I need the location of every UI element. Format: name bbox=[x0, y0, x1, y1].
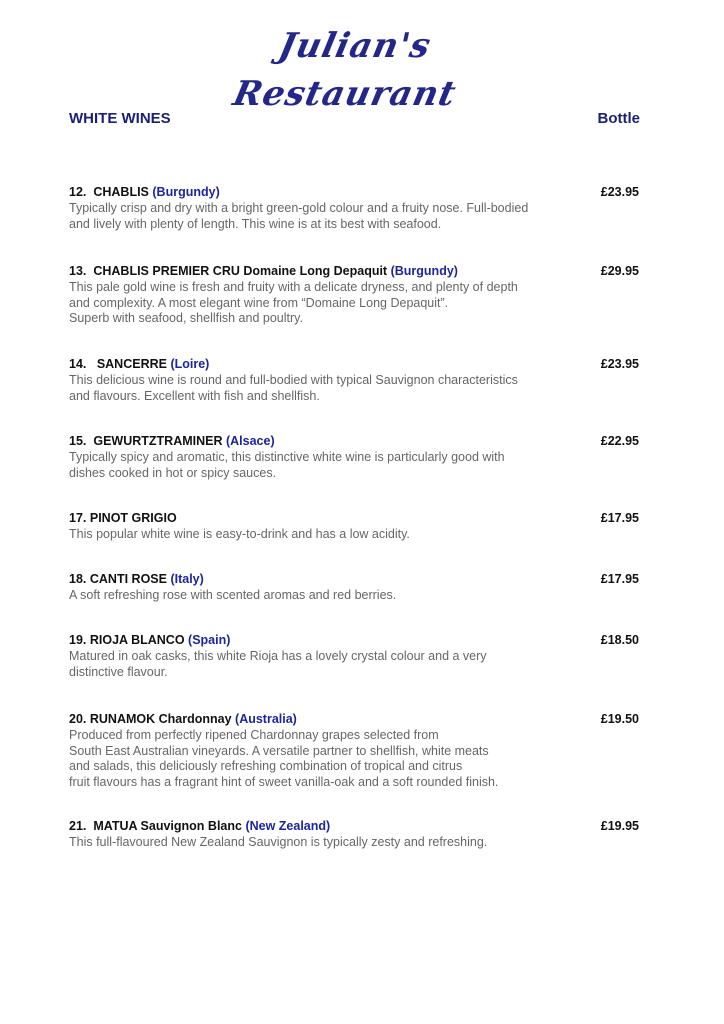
wine-region: (Loire) bbox=[170, 357, 210, 371]
wine-item-sancerre bbox=[69, 356, 639, 404]
wine-name: RUNAMOK Chardonnay bbox=[89, 712, 232, 726]
wine-price: £19.50 bbox=[600, 712, 639, 726]
wine-description: Produced from perfectly ripened Chardonnay grapes selected from South East Australian vineyards. A versatile partner to shellfish, white meats and salads, this deliciously refreshing combination of tropical and citrus fruit flavours has a fragrant hint of sweet vanilla-oak and a soft rounded finish. bbox=[69, 728, 499, 789]
bottle-column-header: Bottle bbox=[597, 110, 640, 127]
wine-title bbox=[69, 184, 639, 201]
wine-region: (New Zealand) bbox=[245, 819, 331, 833]
wine-description: This full-flavoured New Zealand Sauvignon is typically zesty and refreshing. bbox=[69, 835, 488, 849]
wine-name: CANTI ROSE bbox=[89, 572, 167, 586]
wine-number: 21. bbox=[69, 819, 87, 833]
wine-item-chablis-premier-cru bbox=[69, 263, 639, 327]
wine-title bbox=[69, 818, 639, 835]
wine-price: £17.95 bbox=[600, 511, 639, 525]
wine-price: £23.95 bbox=[600, 185, 639, 199]
wine-item-rioja-blanco bbox=[69, 632, 639, 680]
wine-description: Matured in oak casks, this white Rioja has a lovely crystal colour and a very distinctive flavour. bbox=[69, 649, 487, 679]
wine-item-chablis bbox=[69, 184, 639, 232]
wine-number: 18. bbox=[69, 572, 87, 586]
wine-description: A soft refreshing rose with scented aromas and red berries. bbox=[69, 588, 397, 602]
wine-number: 19. bbox=[69, 633, 87, 647]
wine-title bbox=[69, 571, 639, 588]
restaurant-logo: Julian's Restaurant bbox=[229, 26, 460, 114]
wine-description: Typically crisp and dry with a bright green-gold colour and a fruity nose. Full-bodied and lively with plenty of length. This wine is at its best with seafood. bbox=[69, 201, 529, 231]
wine-number: 13. bbox=[69, 264, 87, 278]
wine-description: This delicious wine is round and full-bodied with typical Sauvignon characteristics and flavours. Excellent with fish and shellfish. bbox=[69, 373, 518, 403]
wine-name: MATUA Sauvignon Blanc bbox=[93, 819, 242, 833]
wine-name: CHABLIS bbox=[93, 185, 149, 199]
wine-number: 12. bbox=[69, 185, 87, 199]
wine-item-gewurztraminer bbox=[69, 433, 639, 481]
wine-region: (Burgundy) bbox=[152, 185, 220, 199]
wine-region: (Burgundy) bbox=[390, 264, 458, 278]
wine-description: Typically spicy and aromatic, this distinctive white wine is particularly good with dishes cooked in hot or spicy sauces. bbox=[69, 450, 505, 480]
wine-item-matua bbox=[69, 818, 639, 851]
wine-region: (Australia) bbox=[235, 712, 297, 726]
wine-price: £22.95 bbox=[600, 434, 639, 448]
wine-title bbox=[69, 263, 639, 280]
wine-price: £17.95 bbox=[600, 572, 639, 586]
wine-title bbox=[69, 632, 639, 649]
wine-name: RIOJA BLANCO bbox=[89, 633, 185, 647]
wine-description: This pale gold wine is fresh and fruity with a delicate dryness, and plenty of depth and complexity. A most elegant wine from “Domaine Long Depaquit”. Superb with seafood, shellfish and poultry. bbox=[69, 280, 518, 325]
wine-name: CHABLIS PREMIER CRU Domaine Long Depaquit bbox=[93, 264, 388, 278]
wine-region: (Alsace) bbox=[225, 434, 275, 448]
wine-item-canti-rose bbox=[69, 571, 639, 604]
wine-price: £19.95 bbox=[600, 819, 639, 833]
wine-title bbox=[69, 356, 639, 373]
wine-name: PINOT GRIGIO bbox=[89, 511, 177, 525]
wine-description: This popular white wine is easy-to-drink and has a low acidity. bbox=[69, 527, 410, 541]
wine-price: £18.50 bbox=[600, 633, 639, 647]
wine-title bbox=[69, 510, 639, 527]
wine-number: 14. bbox=[69, 357, 87, 371]
wine-name: SANCERRE bbox=[96, 357, 167, 371]
wine-item-pinot-grigio bbox=[69, 510, 639, 543]
section-title: WHITE WINES bbox=[69, 110, 171, 127]
wine-price: £29.95 bbox=[600, 264, 639, 278]
wine-number: 17. bbox=[69, 511, 87, 525]
wine-title bbox=[69, 711, 639, 728]
wine-price: £23.95 bbox=[600, 357, 639, 371]
wine-title bbox=[69, 433, 639, 450]
wine-region: (Italy) bbox=[170, 572, 204, 586]
wine-item-runamok bbox=[69, 711, 639, 790]
wine-number: 20. bbox=[69, 712, 87, 726]
wine-number: 15. bbox=[69, 434, 87, 448]
wine-region: (Spain) bbox=[188, 633, 231, 647]
wine-name: GEWURTZTRAMINER bbox=[93, 434, 223, 448]
